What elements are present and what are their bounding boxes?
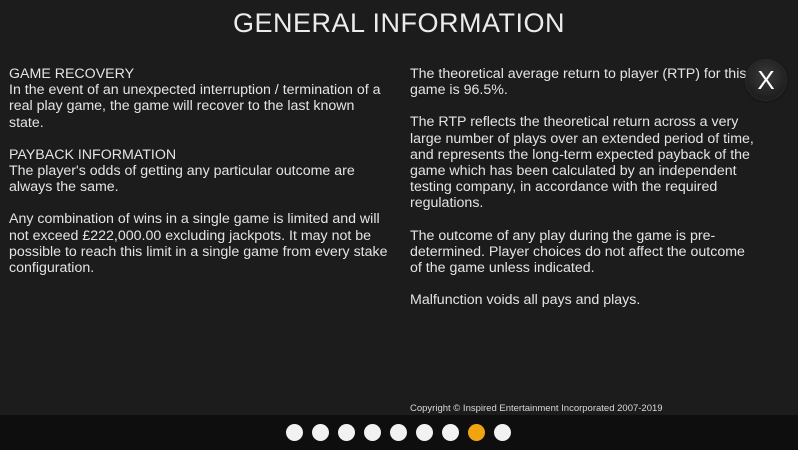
- page-dot[interactable]: [442, 424, 459, 441]
- copyright-text: Copyright © Inspired Entertainment Incorporated 2007-2019: [410, 403, 663, 414]
- payback-heading: PAYBACK INFORMATION: [9, 146, 177, 163]
- page-title: GENERAL INFORMATION: [232, 8, 566, 38]
- left-column: [9, 66, 389, 276]
- page-indicator: [286, 424, 511, 441]
- page-dot[interactable]: [468, 424, 485, 441]
- odds-text: The player's odds of getting any particular outcome are always the same.: [9, 163, 355, 196]
- page-dot[interactable]: [286, 424, 303, 441]
- rtp-text: The theoretical average return to player (RTP) for this game is 96.5%.: [410, 66, 747, 99]
- page-dot[interactable]: [312, 424, 329, 441]
- malfunction-text: Malfunction voids all pays and plays.: [410, 292, 641, 309]
- page-dot[interactable]: [390, 424, 407, 441]
- right-column: [410, 66, 755, 308]
- game-recovery-text: In the event of an unexpected interruption / termination of a real play game, the game will recover to the last known state.: [9, 82, 381, 131]
- page-dot[interactable]: [494, 424, 511, 441]
- page-dot[interactable]: [338, 424, 355, 441]
- win-limit-text: Any combination of wins in a single game is limited and will not exceed £222,000.00 excluding jackpots. It may not be possible to reach this limit in a single game from every stake configuration.: [9, 211, 388, 277]
- close-button[interactable]: [746, 60, 786, 100]
- page-dot[interactable]: [416, 424, 433, 441]
- outcome-text: The outcome of any play during the game is pre-determined. Player choices do not affect the outcome of the game unless indicated.: [410, 227, 745, 277]
- rtp-explanation-text: The RTP reflects the theoretical return across a very large number of plays over an extended period of time, and represents the long-term expected payback of the game which has been calculated by an independent testing company, in accordance with the required regulations.: [410, 114, 754, 212]
- game-recovery-heading: GAME RECOVERY: [9, 66, 135, 82]
- page-dot[interactable]: [364, 424, 381, 441]
- close-icon: X: [757, 65, 775, 95]
